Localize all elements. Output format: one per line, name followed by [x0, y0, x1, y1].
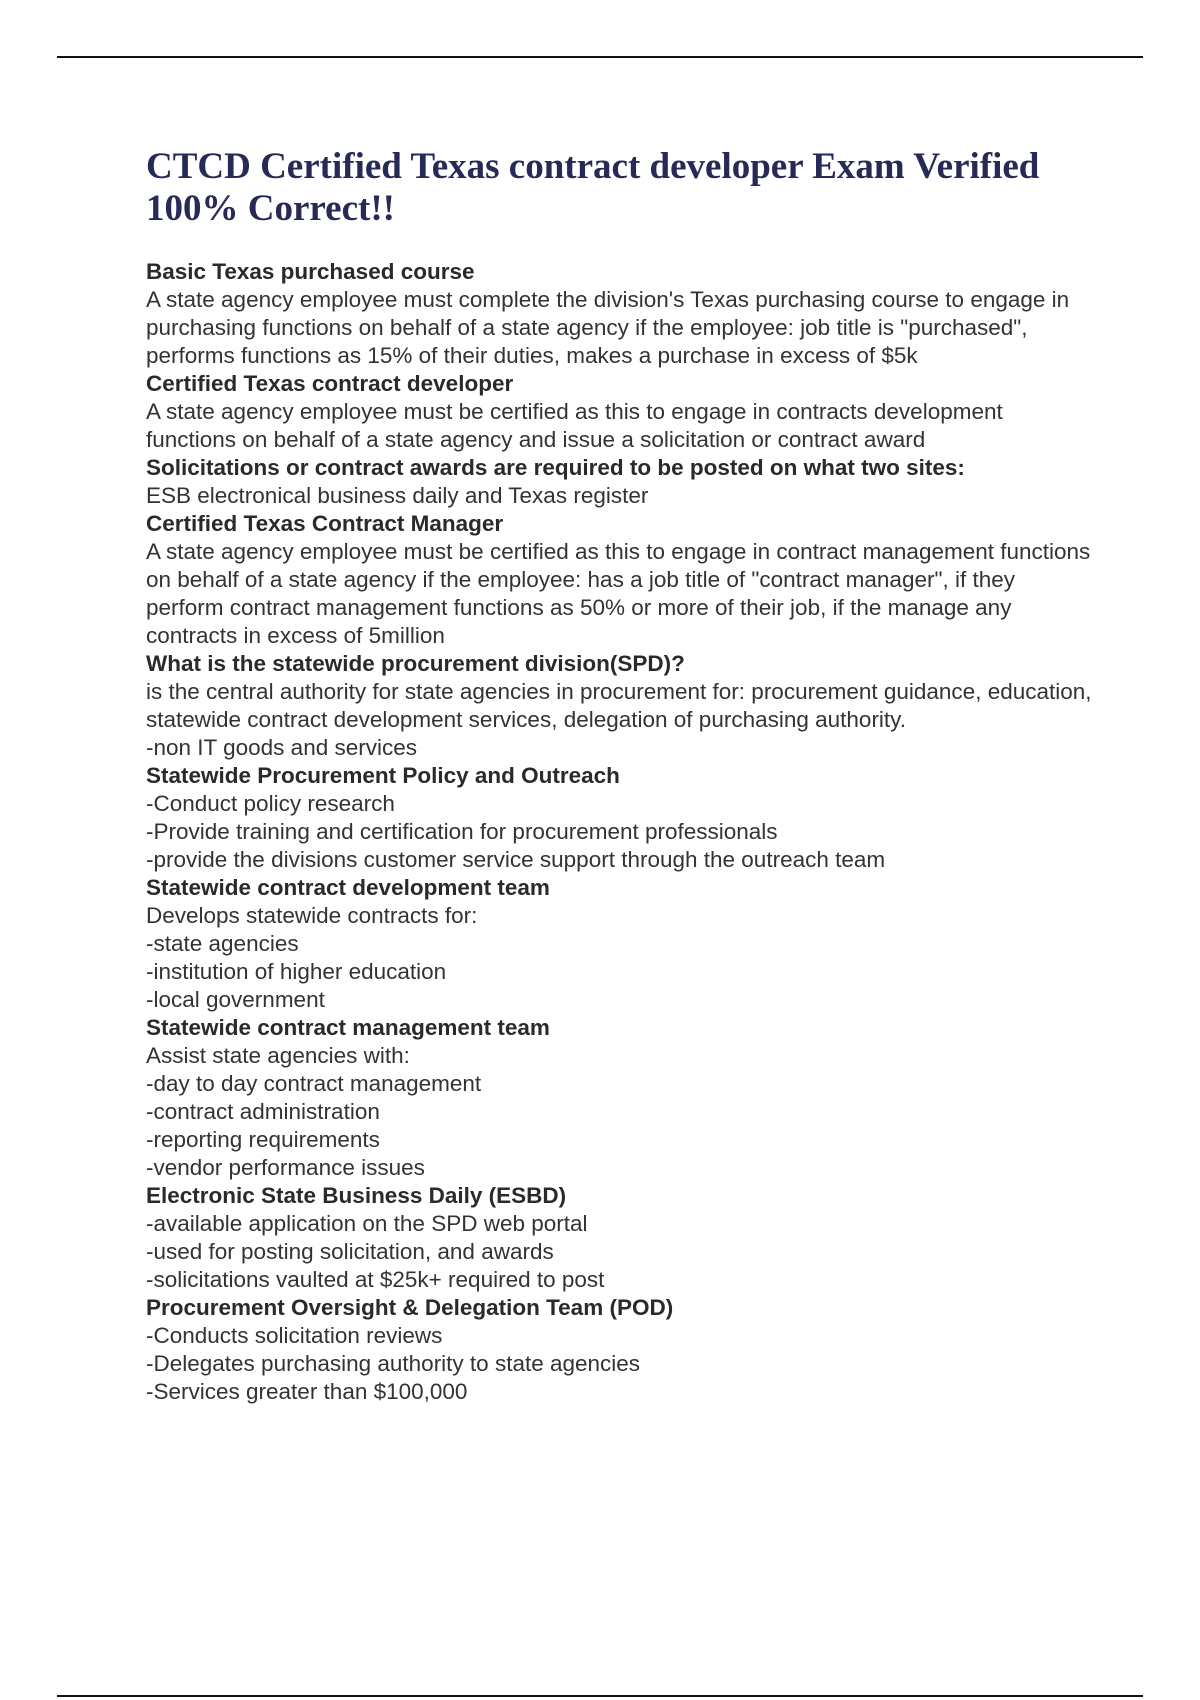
answer-text: -available application on the SPD web portal -used for posting solicitation, and awards -solicitations vaulted at $25k+ required to post: [146, 1211, 605, 1292]
answer-text: A state agency employee must be certified as this to engage in contract management functions on behalf of a state agency if the employee: has a job title of "contract manager", if they perform contract management functions as 50% or more of their job, if the manage any contracts in excess of 5million: [146, 539, 1091, 648]
question-text: Certified Texas Contract Manager: [146, 511, 504, 536]
question-text: Electronic State Business Daily (ESBD): [146, 1183, 567, 1208]
answer-text: is the central authority for state agencies in procurement for: procurement guidance, education, statewide contract development services, delegation of purchasing authority. -non IT goods and services: [146, 679, 1092, 760]
answer-text: -Conducts solicitation reviews -Delegates purchasing authority to state agencies -Services greater than $100,000: [146, 1323, 641, 1404]
answer-text: -Conduct policy research -Provide training and certification for procurement professionals -provide the divisions customer service support through the outreach team: [146, 791, 886, 872]
document-body: [146, 146, 1096, 1406]
qa-entry: [146, 1014, 1096, 1182]
answer-text: Develops statewide contracts for: -state agencies -institution of higher education -local government: [146, 903, 478, 1012]
document-title: CTCD Certified Texas contract developer Exam Verified 100% Correct!!: [146, 146, 1040, 229]
question-text: Solicitations or contract awards are required to be posted on what two sites:: [146, 455, 965, 480]
question-text: What is the statewide procurement division(SPD)?: [146, 651, 685, 676]
qa-entry: [146, 874, 1096, 1014]
qa-entry: [146, 258, 1096, 370]
qa-entry: [146, 1182, 1096, 1294]
question-text: Procurement Oversight & Delegation Team (POD): [146, 1295, 674, 1320]
question-text: Statewide contract management team: [146, 1015, 550, 1040]
question-text: Certified Texas contract developer: [146, 371, 514, 396]
answer-text: ESB electronical business daily and Texas register: [146, 483, 649, 508]
question-text: Statewide contract development team: [146, 875, 550, 900]
answer-text: A state agency employee must complete the division's Texas purchasing course to engage in purchasing functions on behalf of a state agency if the employee: job title is "purchased", performs functions as 15% of their duties, makes a purchase in excess of $5k: [146, 287, 1070, 368]
qa-entry: [146, 650, 1096, 762]
answer-text: Assist state agencies with: -day to day contract management -contract administration -reporting requirements -vendor performance issues: [146, 1043, 482, 1180]
qa-entry: [146, 510, 1096, 650]
qa-entry: [146, 370, 1096, 454]
qa-entry: [146, 454, 1096, 510]
qa-entry: [146, 1294, 1096, 1406]
answer-text: A state agency employee must be certified as this to engage in contracts development functions on behalf of a state agency and issue a solicitation or contract award: [146, 399, 1003, 452]
header-rule: [57, 56, 1143, 58]
footer-rule: [57, 1695, 1143, 1697]
question-text: Basic Texas purchased course: [146, 259, 475, 284]
qa-entry: [146, 762, 1096, 874]
question-text: Statewide Procurement Policy and Outreach: [146, 763, 620, 788]
